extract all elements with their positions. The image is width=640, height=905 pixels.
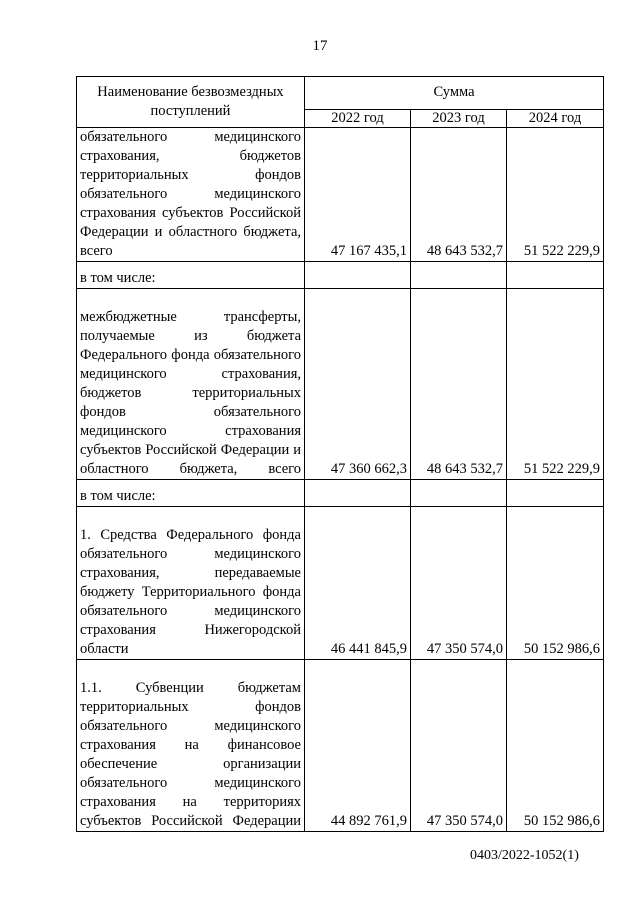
row-name-cell [77, 507, 305, 660]
column-header-year-2023: 2023 год [411, 109, 507, 127]
value-2022: 47 360 662,3 [305, 289, 411, 480]
row-name: 1. Средства Федерального фонда обязательного медицинского страхования, передаваемые бюджету Территориального фонда обязательного медицинского страхования Нижегородской области [80, 527, 301, 657]
row-subheading: в том числе: [77, 480, 305, 507]
value-2024: 50 152 986,6 [507, 507, 604, 660]
value-2023: 48 643 532,7 [411, 128, 507, 262]
spacer [80, 289, 301, 308]
empty-cell [305, 480, 411, 507]
column-header-year-2022: 2022 год [305, 109, 411, 127]
row-name: межбюджетные трансферты, получаемые из бюджета Федерального фонда обязательного медицинского страхования, бюджетов территориальных фондов обязательного медицинского страхования субъектов Российской Федерации и областного бюджета, всего [80, 309, 301, 477]
value-2023: 47 350 574,0 [411, 660, 507, 832]
spacer [80, 660, 301, 679]
empty-cell [507, 262, 604, 289]
table-row [77, 507, 604, 660]
table-row [77, 262, 604, 289]
column-header-name: Наименование безвозмездных поступлений [77, 77, 305, 128]
value-2024: 51 522 229,9 [507, 128, 604, 262]
value-2023: 48 643 532,7 [411, 289, 507, 480]
row-name-cell [77, 660, 305, 832]
empty-cell [411, 262, 507, 289]
column-header-year-2024: 2024 год [507, 109, 604, 127]
table-row [77, 128, 604, 262]
spacer [80, 507, 301, 526]
table-row [77, 660, 604, 832]
document-code: 0403/2022-1052(1) [470, 848, 579, 863]
value-2023: 47 350 574,0 [411, 507, 507, 660]
row-name: обязательного медицинского страхования, бюджетов территориальных фондов обязательного медицинского страхования субъектов Российской Федерации и областного бюджета, всего [77, 128, 305, 262]
value-2022: 46 441 845,9 [305, 507, 411, 660]
table-row [77, 480, 604, 507]
table-row [77, 289, 604, 480]
empty-cell [305, 262, 411, 289]
value-2024: 51 522 229,9 [507, 289, 604, 480]
header-row [77, 77, 604, 110]
value-2022: 47 167 435,1 [305, 128, 411, 262]
value-2024: 50 152 986,6 [507, 660, 604, 832]
page-number: 17 [312, 38, 328, 54]
column-header-sum: Сумма [305, 77, 604, 110]
empty-cell [507, 480, 604, 507]
empty-cell [411, 480, 507, 507]
value-2022: 44 892 761,9 [305, 660, 411, 832]
row-name: 1.1. Субвенции бюджетам территориальных фондов обязательного медицинского страхования на финансовое обеспечение организации обязательного медицинского страхования на территориях субъектов Российской Федерации [80, 680, 301, 829]
revenue-table [76, 76, 604, 832]
row-name-cell [77, 289, 305, 480]
row-subheading: в том числе: [77, 262, 305, 289]
